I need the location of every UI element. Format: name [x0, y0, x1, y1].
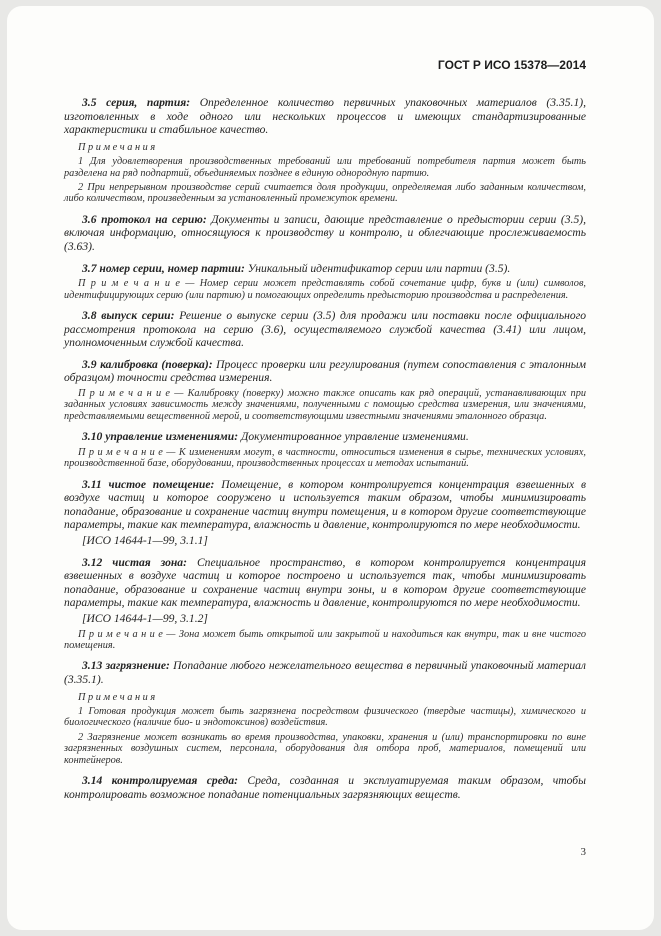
notes-label: П р и м е ч а н и я: [78, 691, 156, 703]
term-definition: Специальное пространство, в котором контролируется концентрация взвешенных в воздухе частиц и которое построено и используется так, чтобы минимизировать попадание, образование и сохранение частиц внутри зоны, и в котором другие соответствующие параметры, такие как температура, влажность и давление, контролируются по мере необходимости.: [64, 555, 586, 610]
term-paragraph-3-14: [64, 774, 586, 801]
term-definition: Решение о выпуске серии (3.5) для продажи или поставки после официального рассмотрения протокола на серию (3.6), осуществляемого службой качества (3.41) или лицом, уполномоченным службой качества.: [64, 309, 587, 350]
term-title: управление изменениями:: [105, 430, 239, 444]
term-definition: Определенное количество первичных упаковочных материалов (3.35.1), изготовленных в ходе одного или нескольких процессов и имеющих стандартизированные характеристики и стабильное качество.: [64, 96, 587, 137]
term-title: номер серии, номер партии:: [99, 261, 245, 275]
term-title: чистое помещение:: [108, 477, 215, 491]
term-number: 3.6: [82, 212, 97, 226]
note-item: 1 Готовая продукция может быть загрязнена посредством физического (твердые частицы), химического и биологического (наличие био- и эндотоксинов) воздействия.: [64, 705, 586, 729]
term-number: 3.12: [82, 555, 103, 569]
term-paragraph-3-8: [64, 309, 586, 350]
term-paragraph-3-6: [64, 213, 586, 254]
term-number: 3.8: [82, 309, 97, 322]
document-header: ГОСТ Р ИСО 15378—2014: [437, 58, 586, 72]
document-page: [7, 6, 654, 930]
document-content: [64, 88, 586, 801]
term-definition: Попадание любого нежелательного вещества в первичный упаковочный материал (3.35.1).: [64, 659, 586, 686]
note-item: П р и м е ч а н и е — К изменениям могут, в частности, относиться изменения в сырье, технических условиях, производственной базе, оборудовании, производственных процессах и методах испытаний.: [64, 446, 586, 470]
term-paragraph-3-5: [64, 96, 586, 137]
term-paragraph-3-11: [64, 478, 586, 532]
standard-reference: [ИСО 14644-1—99, 3.1.2]: [82, 611, 208, 625]
term-definition: Среда, созданная и эксплуатируемая таким образом, чтобы контролировать возможное попадание потенциальных загрязняющих веществ.: [64, 773, 586, 801]
term-title: калибровка (поверка):: [100, 357, 213, 371]
term-number: 3.11: [82, 477, 102, 491]
standard-reference: [ИСО 14644-1—99, 3.1.1]: [82, 533, 208, 547]
term-number: 3.10: [82, 430, 103, 444]
term-definition: Помещение, в котором контролируется концентрация взвешенных в воздухе частиц и которое сооружено и используется таким образом, чтобы минимизировать попадание, образование и сохранение частиц внутри помещения, и в котором другие соответствующие параметры, такие как температура, влажность и давление, контролируются по мере необходимости.: [64, 477, 586, 532]
term-paragraph-3-7: [64, 262, 586, 276]
term-title: серия, партия:: [106, 96, 191, 109]
note-item: П р и м е ч а н и е — Номер серии может представлять собой сочетание цифр, букв и (или) символов, идентифицирующих серию (или партию) и помогающих определить предысторию производства и распределения.: [64, 278, 586, 301]
page-number: 3: [580, 846, 586, 858]
notes-label: П р и м е ч а н и я: [78, 141, 156, 153]
term-definition: Документированное управление изменениями.: [240, 430, 469, 444]
term-paragraph-3-13: [64, 659, 586, 686]
term-title: протокол на серию:: [101, 212, 207, 226]
term-number: 3.5: [82, 96, 97, 109]
term-number: 3.14: [82, 773, 103, 787]
note-item: 2 Загрязнение может возникать во время производства, упаковки, хранения и (или) транспортировки по вине загрязненных воздушных систем, персонала, оборудования для отбора проб, материалов, помещений или контейнеров.: [64, 731, 586, 766]
term-title: загрязнение:: [105, 659, 170, 673]
term-definition: Документы и записи, дающие представление о предыстории серии (3.5), включая информацию, относящуюся к производству и контролю, и облегчающие прослеживаемость (3.63).: [64, 212, 587, 253]
term-title: выпуск серии:: [101, 309, 175, 322]
term-number: 3.13: [82, 659, 103, 673]
note-item: П р и м е ч а н и е — Калибровку (поверку) можно также описать как ряд операций, устанавливающих при заданных условиях зависимость между значениями, полученными с помощью средства измерения, или значениями, представляемыми вещественной мерой, и соответствующими известными значениями эталонного образца.: [64, 387, 586, 422]
note-item: 2 При непрерывном производстве серий считается доля продукции, определяемая либо заданным количеством, либо количеством, произведенным за установленный промежуток времени.: [64, 182, 586, 205]
term-title: чистая зона:: [112, 555, 187, 569]
term-paragraph-3-10: [64, 430, 586, 444]
term-paragraph-3-9: [64, 358, 586, 385]
term-number: 3.9: [82, 357, 97, 371]
term-number: 3.7: [82, 261, 97, 275]
note-item: 1 Для удовлетворения производственных требований или требований потребителя партия может быть разделена на ряд подпартий, объединяемых позднее в единую однородную партию.: [64, 156, 586, 179]
term-paragraph-3-12: [64, 556, 586, 610]
term-title: контролируемая среда:: [111, 773, 238, 787]
term-definition: Уникальный идентификатор серии или партии (3.5).: [247, 261, 511, 275]
note-item: П р и м е ч а н и е — Зона может быть открытой или закрытой и находиться как внутри, так и вне чистого помещения.: [64, 628, 586, 651]
term-definition: Процесс проверки или регулирования (путем сопоставления с эталонным образцом) точности средства измерения.: [64, 357, 586, 385]
